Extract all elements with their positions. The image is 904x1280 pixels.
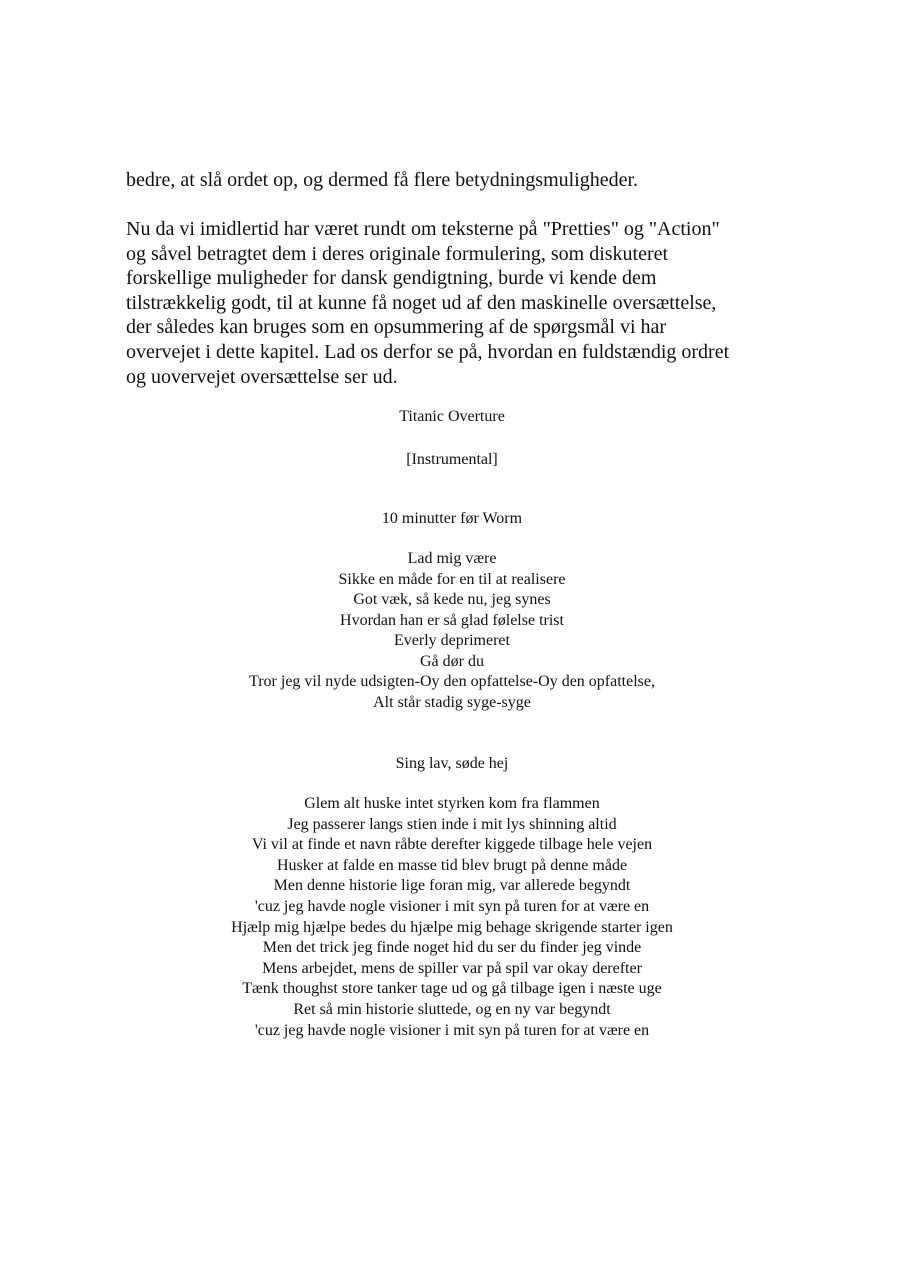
lyric-line: Gå dør du: [420, 652, 484, 670]
lyric-line: Hjælp mig hjælpe bedes du hjælpe mig behage skrigende starter igen: [231, 918, 673, 936]
paragraph-line: og såvel betragtet dem i deres originale formulering, som diskuteret: [126, 242, 669, 265]
lyric-line: Men det trick jeg finde noget hid du ser du finder jeg vinde: [262, 939, 642, 957]
lyric-line: Husker at falde en masse tid blev brugt på denne måde: [276, 856, 628, 874]
paragraph-line: og uovervejet oversættelse ser ud.: [126, 365, 398, 388]
paragraph-line: overvejet i dette kapitel. Lad os derfor se på, hvordan en fuldstændig ordret: [126, 340, 730, 363]
lyrics-verse: [0, 794, 904, 1041]
lyric-line: Men denne historie lige foran mig, var allerede begyndt: [273, 877, 631, 895]
song-subtitle: [Instrumental]: [406, 451, 498, 468]
lyrics-verse: [0, 549, 904, 713]
lyric-line: Hvordan han er så glad følelse trist: [340, 611, 564, 629]
lyric-line: Tænk thoughst store tanker tage ud og gå tilbage igen i næste uge: [242, 980, 662, 998]
paragraph-line: Nu da vi imidlertid har været rundt om teksterne på "Pretties" og "Action": [126, 218, 720, 240]
paragraph-line: der således kan bruges som en opsummering af de spørgsmål vi har: [126, 316, 667, 339]
body-paragraph-continued: [126, 168, 766, 193]
lyric-line: Vi vil at finde et navn råbte derefter kiggede tilbage hele vejen: [251, 836, 653, 854]
song-title: Titanic Overture: [399, 408, 505, 425]
lyric-line: Got væk, så kede nu, jeg synes: [353, 591, 551, 608]
lyric-line: 'cuz jeg havde nogle visioner i mit syn på turen for at være en: [254, 1021, 650, 1039]
paragraph-line: tilstrækkelig godt, til at kunne få noget ud af den maskinelle oversættelse,: [126, 291, 717, 314]
lyric-line: Everly deprimeret: [394, 632, 510, 649]
lyric-line: Jeg passerer langs stien inde i mit lys shinning altid: [287, 815, 617, 833]
lyric-line: Sikke en måde for en til at realisere: [338, 570, 566, 588]
paragraph-line: bedre, at slå ordet op, og dermed få flere betydningsmuligheder.: [126, 169, 639, 191]
lyric-line: Tror jeg vil nyde udsigten-Oy den opfattelse-Oy den opfattelse,: [249, 673, 655, 690]
lyric-line: Glem alt huske intet styrken kom fra flammen: [304, 795, 600, 812]
lyric-line: Alt står stadig syge-syge: [373, 693, 531, 711]
section-title: 10 minutter før Worm: [381, 510, 523, 527]
paragraph-line: forskellige muligheder for dansk gendigtning, burde vi kende dem: [126, 267, 657, 290]
lyric-line: Ret så min historie sluttede, og en ny var begyndt: [293, 1000, 611, 1018]
lyric-line: Mens arbejdet, mens de spiller var på spil var okay derefter: [262, 959, 642, 977]
lyric-line: 'cuz jeg havde nogle visioner i mit syn på turen for at være en: [254, 897, 650, 915]
lyric-line: Lad mig være: [407, 550, 497, 567]
body-paragraph: [126, 217, 766, 389]
section-title: Sing lav, søde hej: [395, 755, 509, 772]
